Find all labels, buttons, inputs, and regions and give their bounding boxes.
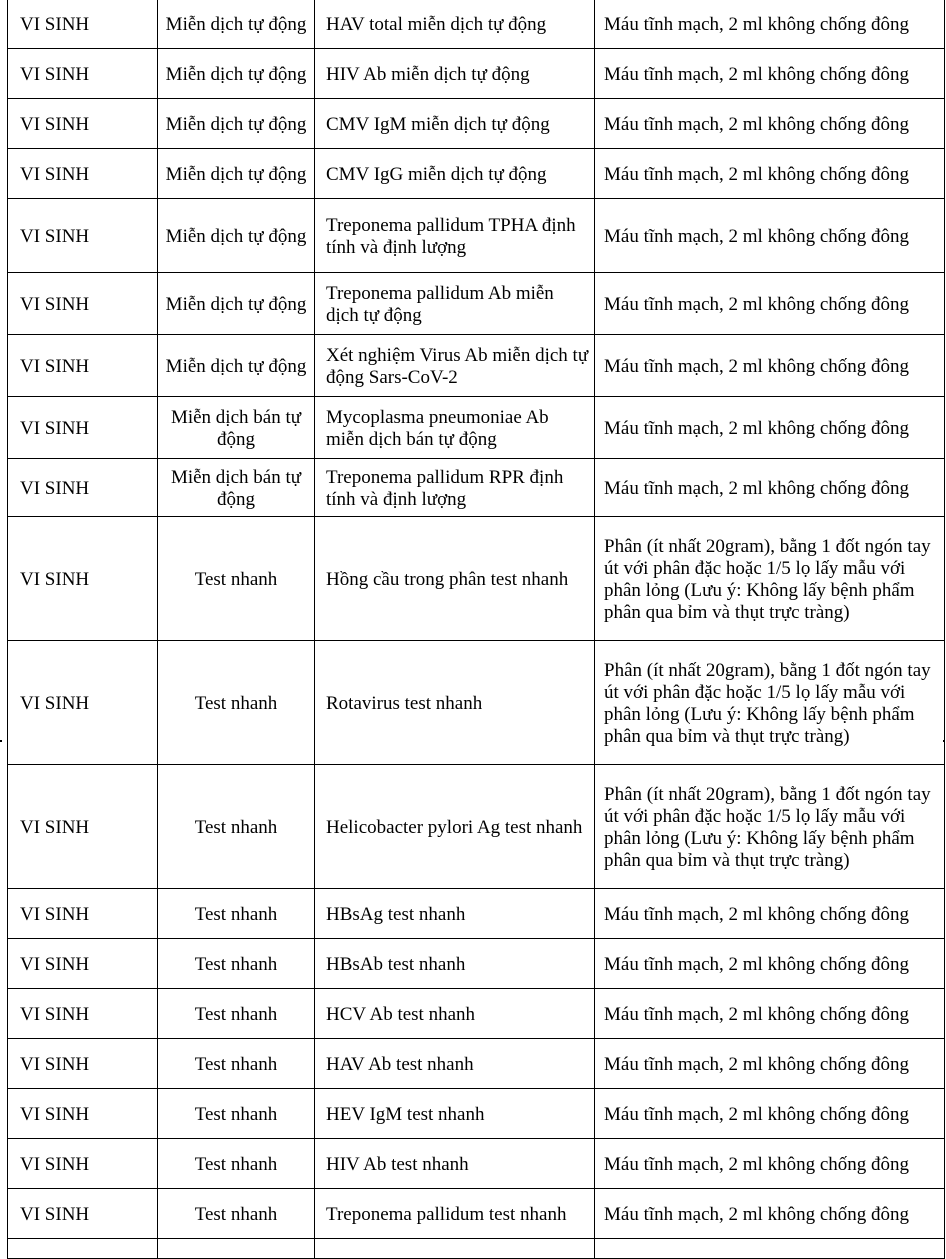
test-name-cell: Mycoplasma pneumoniae Ab miễn dịch bán tự động xyxy=(315,397,595,459)
test-name-cell: HIV Ab test nhanh xyxy=(315,1139,595,1189)
sample-cell: Máu tĩnh mạch, 2 ml không chống đông xyxy=(595,49,945,99)
sample-cell: Máu tĩnh mạch, 2 ml không chống đông xyxy=(595,397,945,459)
category-cell: VI SINH xyxy=(8,989,158,1039)
test-name-cell xyxy=(315,1239,595,1259)
table-row xyxy=(8,149,945,199)
test-name-cell: HCV Ab test nhanh xyxy=(315,989,595,1039)
table-row xyxy=(8,1189,945,1239)
test-name-cell: HEV IgM test nhanh xyxy=(315,1089,595,1139)
method-cell: Miễn dịch bán tự động xyxy=(158,397,315,459)
sample-cell: Máu tĩnh mạch, 2 ml không chống đông xyxy=(595,273,945,335)
test-name-cell: HAV Ab test nhanh xyxy=(315,1039,595,1089)
sample-cell: Máu tĩnh mạch, 2 ml không chống đông xyxy=(595,1089,945,1139)
test-name-cell: Treponema pallidum test nhanh xyxy=(315,1189,595,1239)
table-row xyxy=(8,273,945,335)
table-row xyxy=(8,765,945,889)
test-name-cell: HBsAb test nhanh xyxy=(315,939,595,989)
method-cell: Test nhanh xyxy=(158,517,315,641)
method-cell: Miễn dịch tự động xyxy=(158,0,315,49)
sample-cell xyxy=(595,1239,945,1259)
sample-cell: Máu tĩnh mạch, 2 ml không chống đông xyxy=(595,1139,945,1189)
table-row xyxy=(8,1089,945,1139)
category-cell: VI SINH xyxy=(8,49,158,99)
method-cell: Test nhanh xyxy=(158,1039,315,1089)
category-cell: VI SINH xyxy=(8,939,158,989)
category-cell: VI SINH xyxy=(8,335,158,397)
method-cell: Test nhanh xyxy=(158,1189,315,1239)
sample-cell: Phân (ít nhất 20gram), bằng 1 đốt ngón tay út với phân đặc hoặc 1/5 lọ lấy mẫu với phân lỏng (Lưu ý: Không lấy bệnh phẩm phân qua bỉm và thụt trực tràng) xyxy=(595,641,945,765)
category-cell: VI SINH xyxy=(8,459,158,517)
test-name-cell: Xét nghiệm Virus Ab miễn dịch tự động Sars-CoV-2 xyxy=(315,335,595,397)
method-cell: Test nhanh xyxy=(158,765,315,889)
method-cell xyxy=(158,1239,315,1259)
table-row xyxy=(8,1239,945,1259)
method-cell: Test nhanh xyxy=(158,989,315,1039)
margin-mark-left xyxy=(0,740,2,742)
method-cell: Miễn dịch tự động xyxy=(158,149,315,199)
method-cell: Miễn dịch tự động xyxy=(158,49,315,99)
category-cell: VI SINH xyxy=(8,1089,158,1139)
method-cell: Miễn dịch bán tự động xyxy=(158,459,315,517)
table-row xyxy=(8,99,945,149)
method-cell: Miễn dịch tự động xyxy=(158,199,315,273)
test-name-cell: CMV IgM miễn dịch tự động xyxy=(315,99,595,149)
test-name-cell: HAV total miễn dịch tự động xyxy=(315,0,595,49)
category-cell: VI SINH xyxy=(8,273,158,335)
category-cell: VI SINH xyxy=(8,0,158,49)
test-name-cell: Treponema pallidum RPR định tính và định lượng xyxy=(315,459,595,517)
method-cell: Miễn dịch tự động xyxy=(158,273,315,335)
category-cell: VI SINH xyxy=(8,99,158,149)
table-row xyxy=(8,335,945,397)
method-cell: Test nhanh xyxy=(158,1089,315,1139)
category-cell: VI SINH xyxy=(8,149,158,199)
table-row xyxy=(8,1039,945,1089)
sample-cell: Máu tĩnh mạch, 2 ml không chống đông xyxy=(595,459,945,517)
sample-cell: Máu tĩnh mạch, 2 ml không chống đông xyxy=(595,0,945,49)
category-cell: VI SINH xyxy=(8,641,158,765)
category-cell xyxy=(8,1239,158,1259)
sample-cell: Phân (ít nhất 20gram), bằng 1 đốt ngón tay út với phân đặc hoặc 1/5 lọ lấy mẫu với phân lỏng (Lưu ý: Không lấy bệnh phẩm phân qua bỉm và thụt trực tràng) xyxy=(595,517,945,641)
table-row xyxy=(8,989,945,1039)
method-cell: Miễn dịch tự động xyxy=(158,335,315,397)
test-name-cell: Treponema pallidum Ab miễn dịch tự động xyxy=(315,273,595,335)
table-row xyxy=(8,199,945,273)
table-row xyxy=(8,49,945,99)
test-name-cell: HBsAg test nhanh xyxy=(315,889,595,939)
sample-cell: Máu tĩnh mạch, 2 ml không chống đông xyxy=(595,335,945,397)
margin-mark-right xyxy=(943,740,945,742)
sample-cell: Máu tĩnh mạch, 2 ml không chống đông xyxy=(595,889,945,939)
category-cell: VI SINH xyxy=(8,1039,158,1089)
test-name-cell: Helicobacter pylori Ag test nhanh xyxy=(315,765,595,889)
test-name-cell: Rotavirus test nhanh xyxy=(315,641,595,765)
table-row xyxy=(8,397,945,459)
sample-cell: Phân (ít nhất 20gram), bằng 1 đốt ngón tay út với phân đặc hoặc 1/5 lọ lấy mẫu với phân lỏng (Lưu ý: Không lấy bệnh phẩm phân qua bỉm và thụt trực tràng) xyxy=(595,765,945,889)
sample-cell: Máu tĩnh mạch, 2 ml không chống đông xyxy=(595,149,945,199)
table-body xyxy=(8,0,945,1259)
method-cell: Miễn dịch tự động xyxy=(158,99,315,149)
method-cell: Test nhanh xyxy=(158,641,315,765)
test-name-cell: HIV Ab miễn dịch tự động xyxy=(315,49,595,99)
test-name-cell: Hồng cầu trong phân test nhanh xyxy=(315,517,595,641)
test-name-cell: CMV IgG miễn dịch tự động xyxy=(315,149,595,199)
category-cell: VI SINH xyxy=(8,765,158,889)
sample-cell: Máu tĩnh mạch, 2 ml không chống đông xyxy=(595,99,945,149)
table-row xyxy=(8,517,945,641)
category-cell: VI SINH xyxy=(8,199,158,273)
sample-cell: Máu tĩnh mạch, 2 ml không chống đông xyxy=(595,989,945,1039)
lab-test-table xyxy=(7,0,945,1259)
method-cell: Test nhanh xyxy=(158,1139,315,1189)
sample-cell: Máu tĩnh mạch, 2 ml không chống đông xyxy=(595,1039,945,1089)
method-cell: Test nhanh xyxy=(158,939,315,989)
category-cell: VI SINH xyxy=(8,517,158,641)
sample-cell: Máu tĩnh mạch, 2 ml không chống đông xyxy=(595,939,945,989)
category-cell: VI SINH xyxy=(8,1189,158,1239)
table-row xyxy=(8,459,945,517)
category-cell: VI SINH xyxy=(8,889,158,939)
sample-cell: Máu tĩnh mạch, 2 ml không chống đông xyxy=(595,1189,945,1239)
sample-cell: Máu tĩnh mạch, 2 ml không chống đông xyxy=(595,199,945,273)
category-cell: VI SINH xyxy=(8,397,158,459)
table-row xyxy=(8,889,945,939)
table-row xyxy=(8,1139,945,1189)
table-row xyxy=(8,641,945,765)
method-cell: Test nhanh xyxy=(158,889,315,939)
category-cell: VI SINH xyxy=(8,1139,158,1189)
test-name-cell: Treponema pallidum TPHA định tính và định lượng xyxy=(315,199,595,273)
table-row xyxy=(8,0,945,49)
table-row xyxy=(8,939,945,989)
